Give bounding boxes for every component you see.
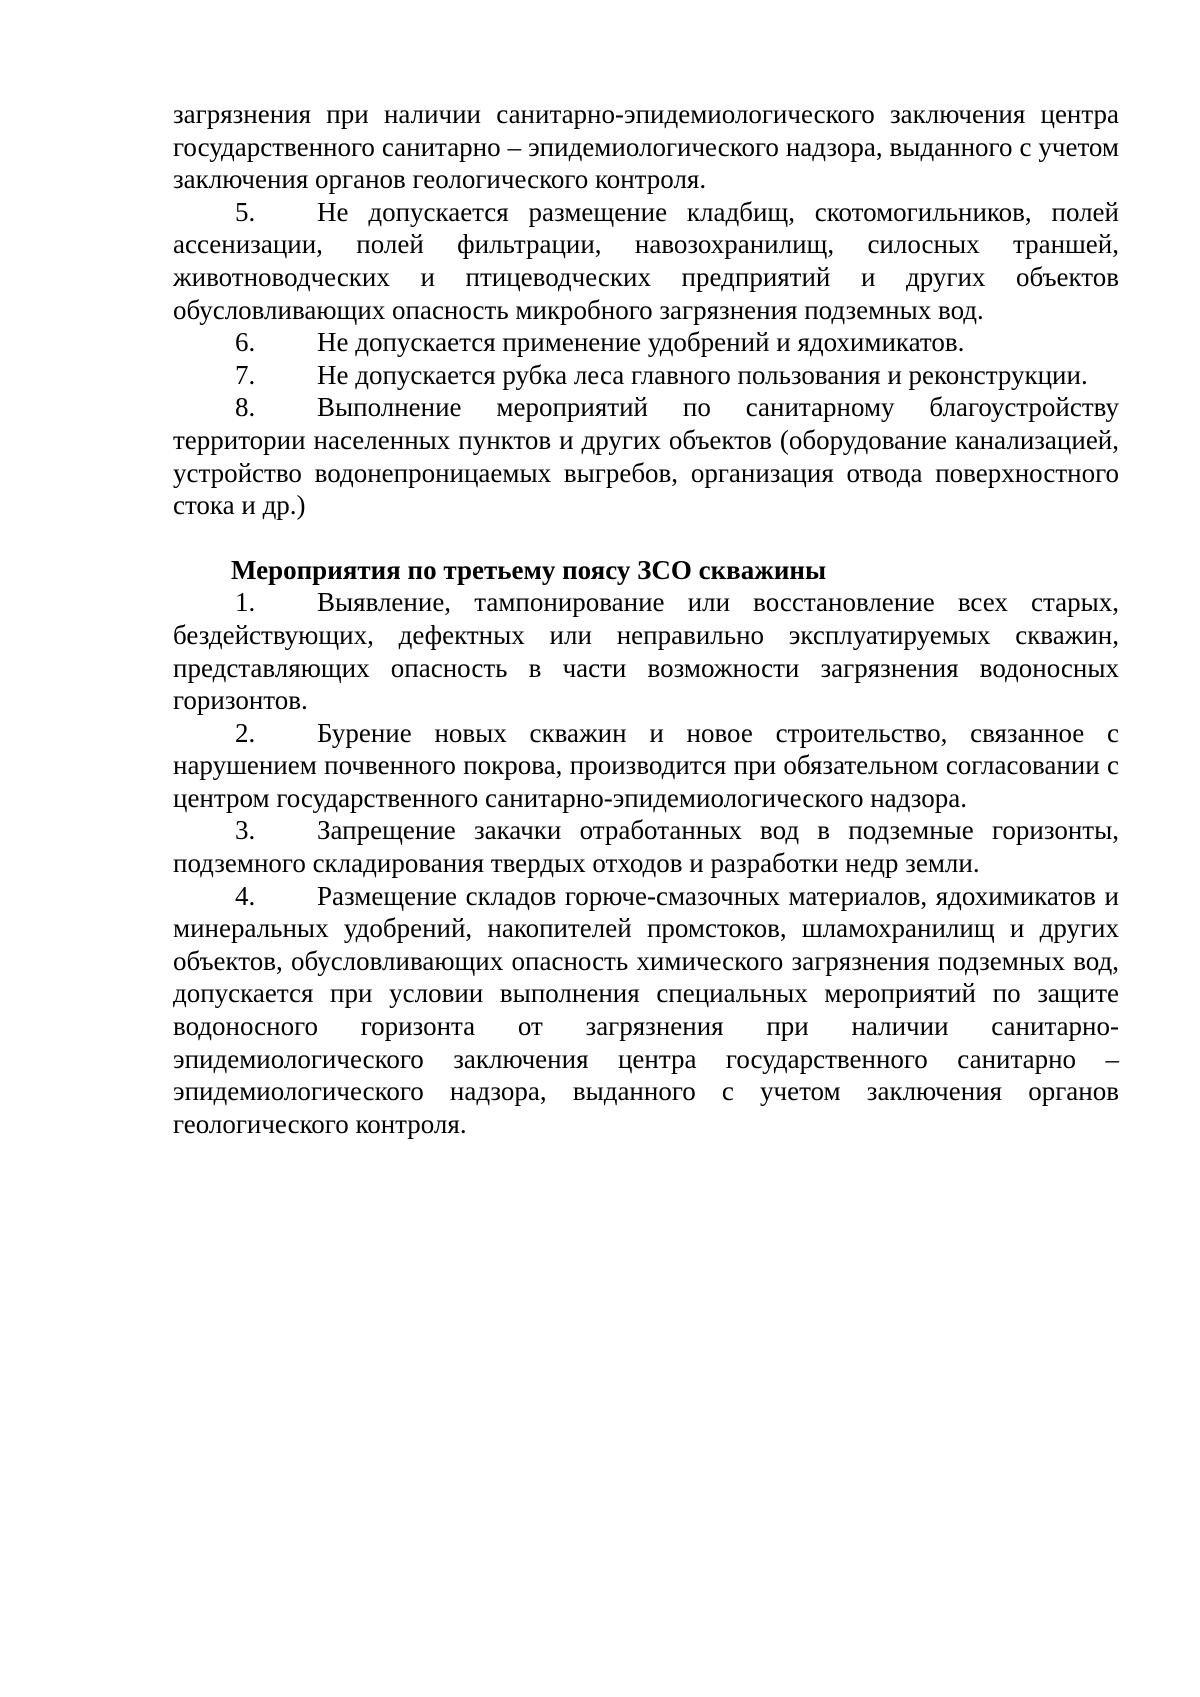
list-item: [173, 717, 1119, 815]
item-number: 4.: [235, 880, 256, 911]
list-item: [173, 586, 1119, 716]
item-number: 8.: [235, 392, 256, 423]
item-text: Бурение новых скважин и новое строительство, связанное с нарушением почвенного покрова, производится при обязательном согласовании с центром государственного санитарно-эпидемиологического надзора.: [173, 717, 1119, 813]
list-item: [173, 359, 1119, 392]
item-text: Выполнение мероприятий по санитарному благоустройству территории населенных пунктов и других объектов (оборудование канализацией, устройство водонепроницаемых выгребов, организация отвода поверхностного стока и др.): [173, 392, 1119, 521]
item-number: 7.: [235, 359, 256, 390]
list-item: [173, 880, 1119, 1141]
list-item: [173, 196, 1119, 326]
item-text: Не допускается рубка леса главного пользования и реконструкции.: [317, 359, 1088, 390]
item-text: Запрещение закачки отработанных вод в подземные горизонты, подземного складирования твердых отходов и разработки недр земли.: [173, 815, 1119, 879]
item-text: Размещение складов горюче-смазочных материалов, ядохимикатов и минеральных удобрений, накопителей промстоков, шламохранилищ и других объектов, обусловливающих опасность химического загрязнения подземных вод, допускается при условии выполнения специальных мероприятий по защите водоносного горизонта от загрязнения при наличии санитарно-эпидемиологического заключения центра государственного санитарно – эпидемиологического надзора, выданного с учетом заключения органов геологического контроля.: [173, 880, 1119, 1139]
item-text: Не допускается размещение кладбищ, скотомогильников, полей ассенизации, полей фильтрации, навозохранилищ, силосных траншей, животноводческих и птицеводческих предприятий и других объектов обусловливающих опасность микробного загрязнения подземных вод.: [173, 196, 1119, 325]
item-number: 5.: [235, 196, 256, 227]
list-third-zone-measures: [173, 586, 1119, 1140]
list-item: [173, 391, 1119, 521]
list-item: [173, 326, 1119, 359]
item-text: Не допускается применение удобрений и ядохимикатов.: [317, 327, 965, 358]
item-number: 2.: [235, 717, 256, 748]
item-number: 6.: [235, 327, 256, 358]
list-second-zone-measures: [173, 196, 1119, 522]
item-number: 1.: [235, 587, 256, 618]
list-item: [173, 814, 1119, 879]
continuation-paragraph: загрязнения при наличии санитарно-эпидемиологического заключения центра государственного санитарно – эпидемиологического надзора, выданного с учетом заключения органов геологического контроля.: [173, 99, 1119, 195]
item-text: Выявление, тампонирование или восстановление всех старых, бездействующих, дефектных или неправильно эксплуатируемых скважин, представляющих опасность в части возможности загрязнения водоносных горизонтов.: [173, 587, 1119, 716]
item-number: 3.: [235, 815, 256, 846]
document-body: [173, 98, 1119, 1140]
section-heading: Мероприятия по третьему поясу ЗСО скважины: [231, 554, 827, 585]
